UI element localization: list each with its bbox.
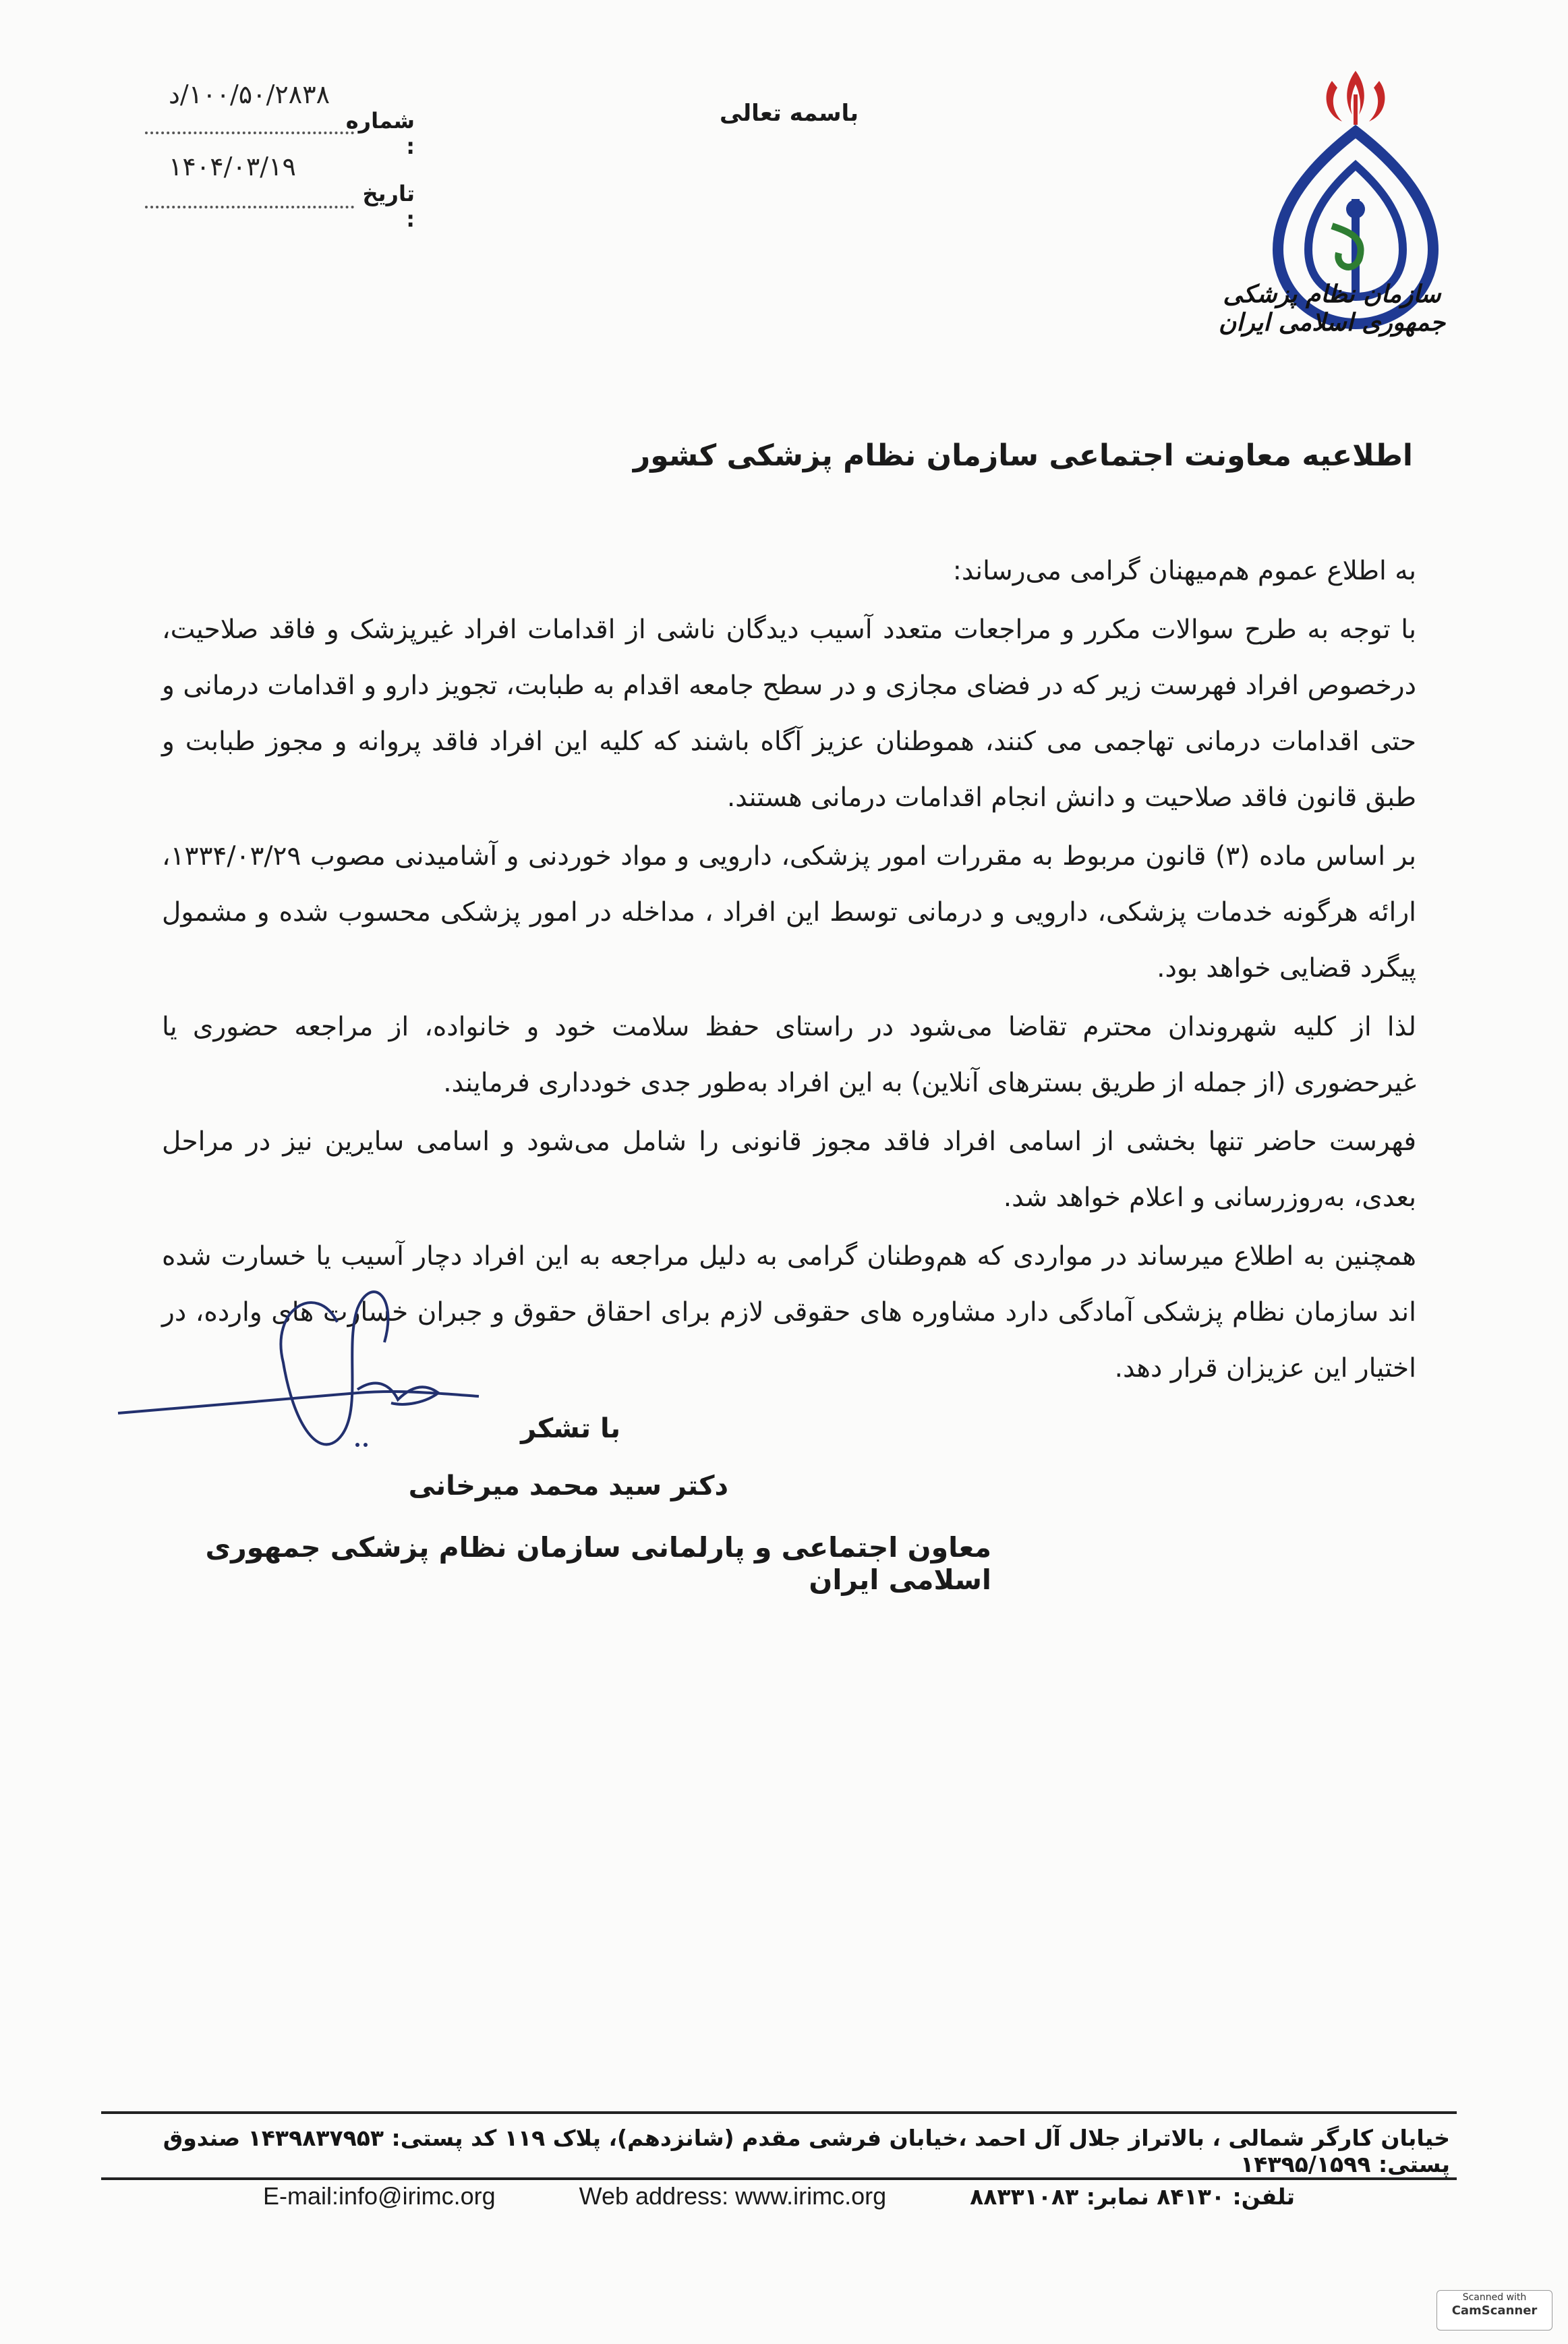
- body-paragraph: فهرست حاضر تنها بخشی از اسامی افراد فاقد مجوز قانونی را شامل می‌شود و اسامی سایرین نیز در مراحل بعدی، به‌روزرسانی و اعلام خواهد شد.: [162, 1126, 1416, 1213]
- body-paragraph: بر اساس ماده (۳) قانون مربوط به مقررات امور پزشکی، دارویی و مواد خوردنی و آشامیدنی مصوب ۱۳۳۴/۰۳/۲۹، ارائه هرگونه خدمات پزشکی، دارویی و درمانی توسط این افراد ، مداخله در امور پزشکی محسوب شده و مشمول پیگرد قضایی خواهد بود.: [162, 841, 1416, 983]
- closing-thanks: با تشکر: [521, 1413, 620, 1444]
- footer-contact-row: [263, 2182, 1295, 2210]
- body-paragraph: با توجه به طرح سوالات مکرر و مراجعات متعدد آسیب دیدگان ناشی از اقدامات افراد غیرپزشک و فاقد صلاحیت، درخصوص افراد فهرست زیر که در فضای مجازی و در سطح جامعه اقدام به طبابت، تجویز دارو و اقدامات درمانی و حتی اقدامات درمانی تهاجمی می کنند، هموطنان عزیز آگاه باشند که کلیه این افراد فاقد پروانه و مجوز طبابت و طبق قانون فاقد صلاحیت و دانش انجام اقدامات درمانی هستند.: [162, 614, 1416, 813]
- body-paragraph: همچنین به اطلاع میرساند در مواردی که هم‌وطنان گرامی به دلیل مراجعه به این افراد دچار آسیب یا خسارت شده اند سازمان نظام پزشکی آمادگی دارد مشاوره های حقوقی لازم برای احقاق حقوق و جبران خسارت های وارده، در اختیار این عزیزان قرار دهد.: [162, 1241, 1416, 1383]
- notice-title: اطلاعیه معاونت اجتماعی سازمان نظام پزشکی کشور: [633, 438, 1413, 473]
- date-label: تاریخ :: [362, 181, 415, 232]
- footer-web[interactable]: Web address: www.irimc.org: [579, 2182, 887, 2210]
- bismillah-heading: باسمه تعالی: [719, 100, 859, 127]
- footer-phone: تلفن: ۸۴۱۳۰ نمابر: ۸۸۳۳۱۰۸۳: [970, 2183, 1295, 2210]
- org-signature-text: سازمان نظام پزشکی جمهوری اسلامی ایران: [1218, 280, 1446, 337]
- camscanner-badge: [1436, 2290, 1552, 2331]
- salutation: به اطلاع عموم هم‌میهنان گرامی می‌رساند:: [952, 556, 1416, 586]
- scanner-line1: Scanned with: [1462, 2292, 1527, 2303]
- body-paragraph: لذا از کلیه شهروندان محترم تقاضا می‌شود در راستای حفظ سلامت خود و خانواده، از مراجعه حضوری یا غیرحضوری (از جمله از طریق بسترهای آنلاین) به این افراد به‌طور جدی خودداری فرمایند.: [162, 1012, 1416, 1098]
- number-dotted-line: [145, 132, 354, 134]
- number-label: شماره :: [345, 108, 415, 159]
- letter-date-value: ۱۴۰۴/۰۳/۱۹: [169, 152, 296, 181]
- footer-email[interactable]: E-mail:info@irimc.org: [263, 2182, 496, 2210]
- footer-top-rule: [101, 2111, 1457, 2114]
- signatory-name: دکتر سید محمد میرخانی: [408, 1470, 728, 1502]
- date-dotted-line: [145, 206, 354, 208]
- footer-middle-rule: [101, 2177, 1457, 2180]
- footer-address: خیابان کارگر شمالی ، بالاتراز جلال آل احمد ،خیابان فرشی مقدم (شانزدهم)، پلاک ۱۱۹ کد پستی: ۱۴۳۹۸۳۷۹۵۳ صندوق پستی: ۱۴۳۹۵/۱۵۹۹: [163, 2125, 1450, 2177]
- signatory-position: معاون اجتماعی و پارلمانی سازمان نظام پزشکی جمهوری اسلامی ایران: [205, 1531, 991, 1596]
- scanner-line2: CamScanner: [1451, 2304, 1538, 2318]
- letter-number-value: ۱۰۰/۵۰/۲۸۳۸/د: [169, 80, 330, 109]
